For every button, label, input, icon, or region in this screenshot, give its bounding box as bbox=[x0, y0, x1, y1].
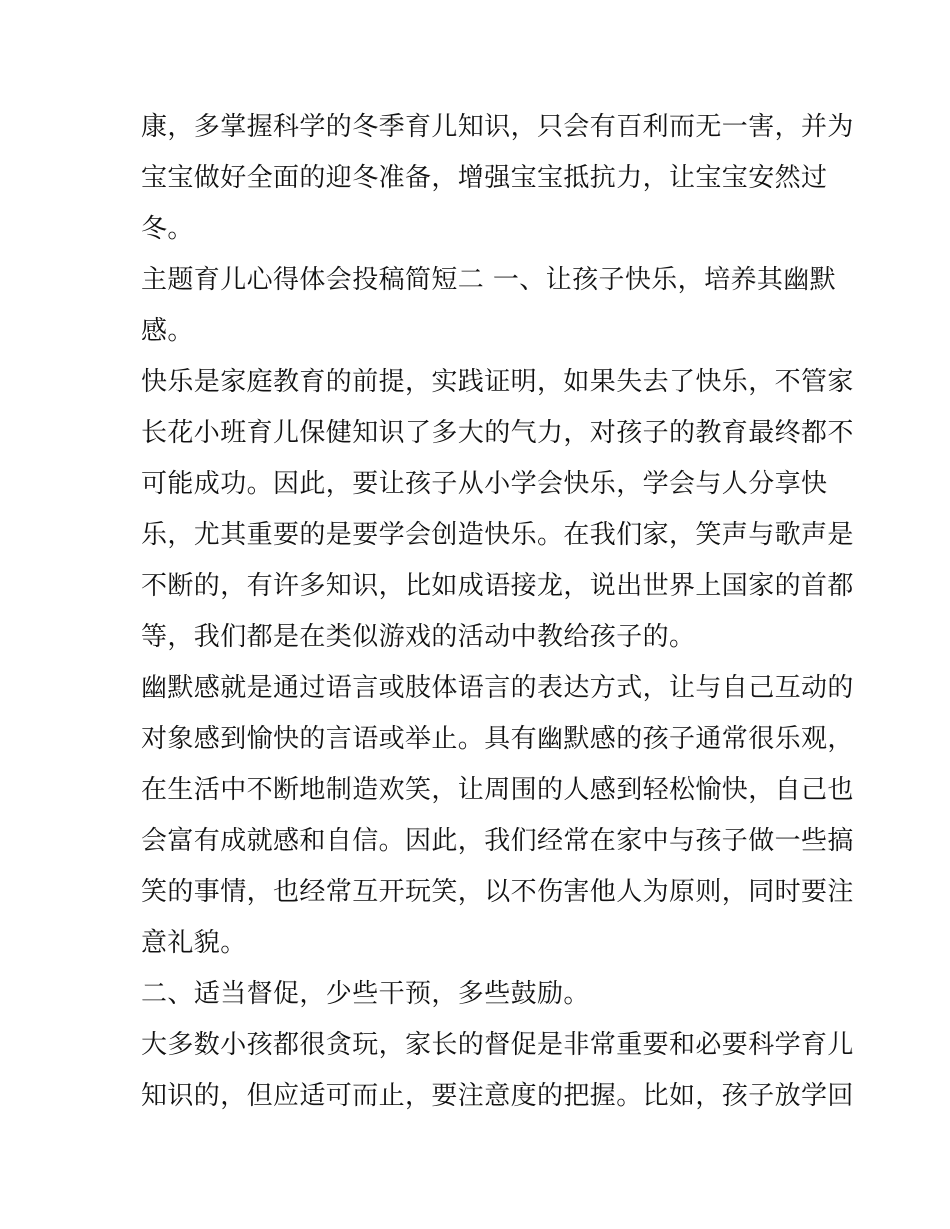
text-line: 冬。 bbox=[141, 214, 194, 244]
text-line: 幽默感就是通过语言或肢体语言的表达方式，让与自己互动的 bbox=[141, 673, 854, 703]
text-line: 等，我们都是在类似游戏的活动中教给孩子的。 bbox=[141, 622, 696, 652]
text-line: 对象感到愉快的言语或举止。具有幽默感的孩子通常很乐观， bbox=[141, 724, 854, 754]
paragraph bbox=[141, 663, 854, 969]
text-line: 长花小班育儿保健知识了多大的气力，对孩子的教育最终都不 bbox=[141, 418, 854, 448]
paragraph bbox=[141, 102, 854, 255]
text-line: 大多数小孩都很贪玩，家长的督促是非常重要和必要科学育儿 bbox=[141, 1030, 854, 1060]
text-line: 二、适当督促，少些干预，多些鼓励。 bbox=[141, 979, 590, 1009]
text-line: 主题育儿心得体会投稿简短二 一、让孩子快乐，培养其幽默 bbox=[141, 265, 837, 295]
section-heading bbox=[141, 969, 816, 1020]
text-line: 笑的事情，也经常互开玩笑，以不伤害他人为原则，同时要注 bbox=[141, 877, 854, 907]
paragraph bbox=[141, 357, 854, 663]
text-line: 快乐是家庭教育的前提，实践证明，如果失去了快乐，不管家 bbox=[141, 367, 854, 397]
text-line: 可能成功。因此，要让孩子从小学会快乐，学会与人分享快 bbox=[141, 469, 828, 499]
text-line: 乐，尤其重要的是要学会创造快乐。在我们家，笑声与歌声是 bbox=[141, 520, 854, 550]
text-line: 感。 bbox=[141, 316, 194, 346]
text-line: 不断的，有许多知识，比如成语接龙，说出世界上国家的首都 bbox=[141, 571, 854, 601]
text-line: 会富有成就感和自信。因此，我们经常在家中与孩子做一些搞 bbox=[141, 826, 854, 856]
section-heading bbox=[141, 255, 837, 357]
text-line: 宝宝做好全面的迎冬准备，增强宝宝抵抗力，让宝宝安然过 bbox=[141, 163, 828, 193]
text-line: 康，多掌握科学的冬季育儿知识，只会有百利而无一害，并为 bbox=[141, 112, 854, 142]
paragraph bbox=[141, 1020, 854, 1122]
text-line: 意礼貌。 bbox=[141, 928, 247, 958]
document-body bbox=[141, 102, 854, 1122]
text-line: 知识的，但应适可而止，要注意度的把握。比如，孩子放学回 bbox=[141, 1081, 854, 1111]
text-line: 在生活中不断地制造欢笑，让周围的人感到轻松愉快，自己也 bbox=[141, 775, 854, 805]
